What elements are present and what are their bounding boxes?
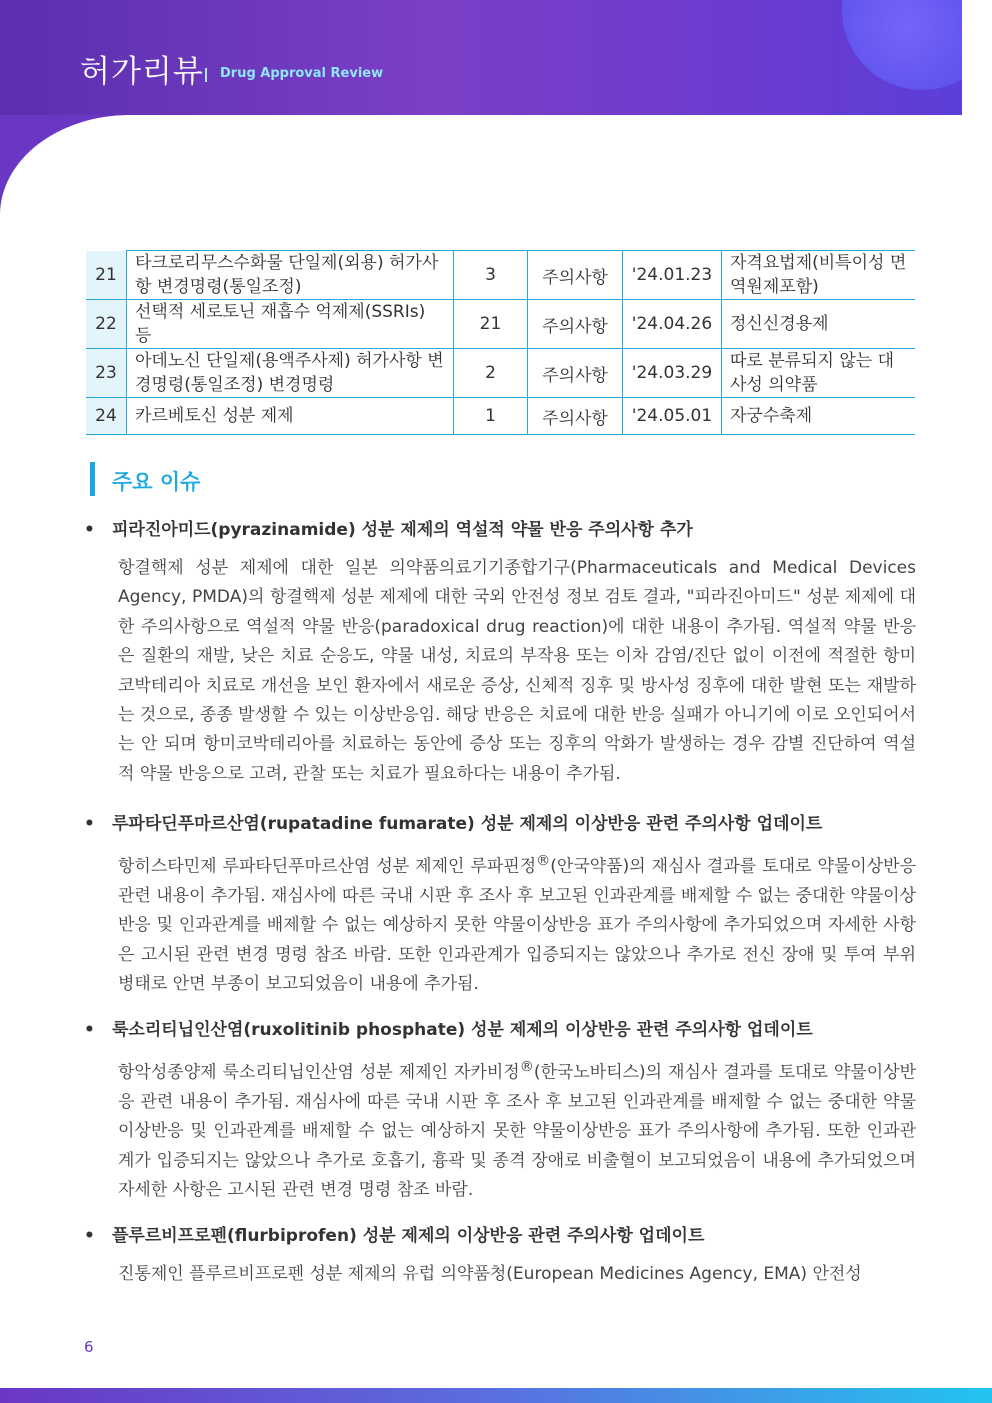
table-row bbox=[86, 398, 915, 435]
row-class: 자격요법제(비특이성 면역원제포함) bbox=[722, 251, 916, 300]
row-number: 22 bbox=[86, 300, 127, 349]
row-type: 주의사항 bbox=[528, 398, 623, 435]
table-row bbox=[86, 251, 915, 300]
section-title: 주요 이슈 bbox=[112, 470, 201, 494]
bullet-icon: • bbox=[84, 520, 95, 540]
header-decoration bbox=[842, 0, 962, 90]
row-date: '24.04.26 bbox=[623, 300, 722, 349]
row-name: 타크로리무스수화물 단일제(외용) 허가사항 변경명령(통일조정) bbox=[127, 251, 454, 300]
row-class: 정신신경용제 bbox=[722, 300, 916, 349]
row-date: '24.03.29 bbox=[623, 349, 722, 398]
row-type: 주의사항 bbox=[528, 300, 623, 349]
issue-heading: • 피라진아미드(pyrazinamide) 성분 제제의 역설적 약물 반응 주의사항 추가 bbox=[84, 520, 693, 540]
issue-heading: • 플루르비프로펜(flurbiprofen) 성분 제제의 이상반응 관련 주의사항 업데이트 bbox=[84, 1226, 705, 1246]
page-number: 6 bbox=[84, 1338, 94, 1356]
header-separator bbox=[205, 68, 207, 82]
bullet-icon: • bbox=[84, 1226, 95, 1246]
row-name: 아데노신 단일제(용액주사제) 허가사항 변경명령(통일조정) 변경명령 bbox=[127, 349, 454, 398]
registered-mark: ® bbox=[519, 1059, 534, 1075]
row-type: 주의사항 bbox=[528, 251, 623, 300]
row-date: '24.01.23 bbox=[623, 251, 722, 300]
row-date: '24.05.01 bbox=[623, 398, 722, 435]
issue-body: 항악성종양제 룩소리티닙인산염 성분 제제인 자카비정®(한국노바티스)의 재심사 결과를 토대로 약물이상반응 관련 내용이 추가됨. 재심사에 따른 국내 시판 후 조사 후 보고된 인과관계를 배제할 수 없는 중대한 약물이상반응 및 인과관계를 배제할 수 없는 예상하지 못한 약물이상반응 표가 주의사항에 추가됨. 또한 인과관계가 입증되지는 않았으나 추가로 호흡기, 흉곽 및 종격 장애로 비출혈이 보고되었음이 내용에 추가되었으며 자세한 사항은 고시된 관련 변경 명령 참조 바람. bbox=[118, 1059, 916, 1201]
issue-body: 진통제인 플루르비프로펜 성분 제제의 유럽 의약품청(European Medicines Agency, EMA) 안전성 bbox=[118, 1264, 862, 1284]
table-row bbox=[86, 349, 915, 398]
table-row bbox=[86, 300, 915, 349]
bullet-icon: • bbox=[84, 814, 95, 834]
registered-mark: ® bbox=[536, 853, 551, 869]
row-count: 2 bbox=[454, 349, 528, 398]
row-number: 23 bbox=[86, 349, 127, 398]
issue-heading: • 루파타딘푸마르산염(rupatadine fumarate) 성분 제제의 이상반응 관련 주의사항 업데이트 bbox=[84, 814, 823, 834]
row-count: 3 bbox=[454, 251, 528, 300]
issue-body: 항히스타민제 루파타딘푸마르산염 성분 제제인 루파핀정®(안국약품)의 재심사 결과를 토대로 약물이상반응 관련 내용이 추가됨. 재심사에 따른 국내 시판 후 조사 후 보고된 인과관계를 배제할 수 없는 중대한 약물이상반응 및 인과관계를 배제할 수 없는 예상하지 못한 약물이상반응 표가 주의사항에 추가되었으며 자세한 사항은 고시된 관련 변경 명령 참조 바람. 또한 인과관계가 입증되지는 않았으나 추가로 전신 장애 및 투여 부위 병태로 안면 부종이 보고되었음이 내용에 추가됨. bbox=[118, 853, 917, 995]
header-title: 허가리뷰 bbox=[80, 54, 204, 90]
row-name: 카르베토신 성분 제제 bbox=[127, 398, 454, 435]
row-number: 21 bbox=[86, 251, 127, 300]
header-subtitle: Drug Approval Review bbox=[220, 66, 384, 81]
row-count: 21 bbox=[454, 300, 528, 349]
section-bar bbox=[90, 462, 95, 496]
page-header bbox=[0, 0, 962, 115]
row-class: 자궁수축제 bbox=[722, 398, 916, 435]
row-count: 1 bbox=[454, 398, 528, 435]
issue-heading: • 룩소리티닙인산염(ruxolitinib phosphate) 성분 제제의 이상반응 관련 주의사항 업데이트 bbox=[84, 1020, 813, 1040]
drug-table bbox=[86, 250, 915, 435]
row-type: 주의사항 bbox=[528, 349, 623, 398]
bullet-icon: • bbox=[84, 1020, 95, 1040]
issue-body: 항결핵제 성분 제제에 대한 일본 의약품의료기기종합기구(Pharmaceuticals and Medical Devices Agency, PMDA)의 항결핵제 성분 제제에 대한 국외 안전성 정보 검토 결과, "피라진아미드" 성분 제제에 대한 주의사항으로 역설적 약물 반응(paradoxical drug reaction)에 대한 내용이 추가됨. 역설적 약물 반응은 질환의 재발, 낮은 치료 순응도, 약물 내성, 치료의 부작용 또는 이차 감염/진단 없이 이전에 적절한 항미코박테리아 치료로 개선을 보인 환자에서 새로운 증상, 신체적 징후 및 방사성 징후에 대한 발현 또는 재발하는 것으로, 종종 발생할 수 있는 이상반응임. 해당 반응은 치료에 대한 반응 실패가 아니기에 이로 오인되어서는 안 되며 항미코박테리아를 치료하는 동안에 증상 또는 징후의 악화가 발생하는 경우 감별 진단하여 역설적 약물 반응으로 고려, 관찰 또는 치료가 필요하다는 내용이 추가됨. bbox=[118, 558, 917, 784]
row-name: 선택적 세로토닌 재흡수 억제제(SSRIs) 등 bbox=[127, 300, 454, 349]
footer-bar bbox=[0, 1388, 992, 1403]
row-number: 24 bbox=[86, 398, 127, 435]
row-class: 따로 분류되지 않는 대사성 의약품 bbox=[722, 349, 916, 398]
